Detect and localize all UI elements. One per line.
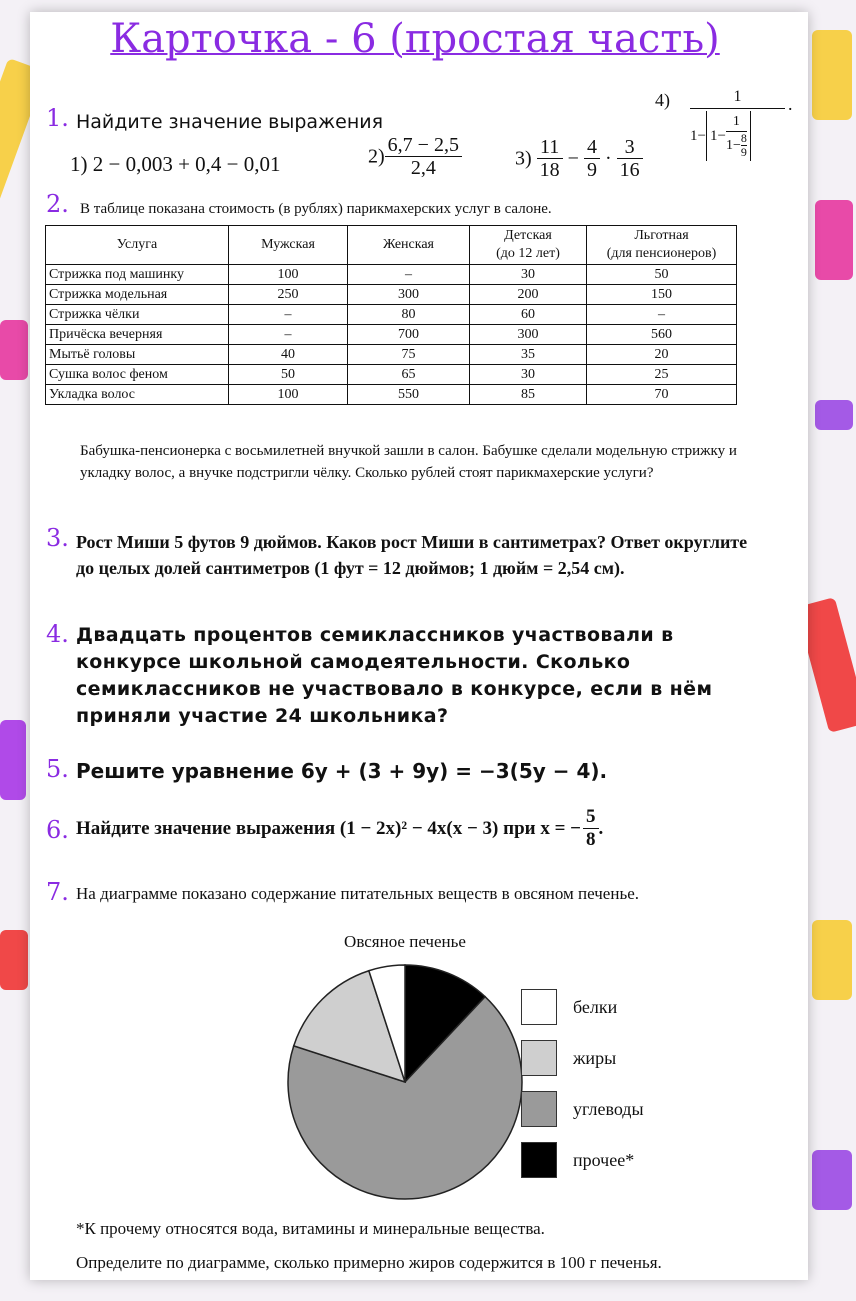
- table-cell: 85: [470, 385, 587, 405]
- inner-den-one: 1: [725, 137, 733, 153]
- table-row: [46, 305, 737, 325]
- task-7-number: 7.: [46, 878, 69, 906]
- table-cell: 550: [348, 385, 470, 405]
- innermost-numerator: 8: [740, 131, 747, 145]
- fraction-denominator: 18: [539, 159, 560, 181]
- legend-swatch: [521, 1091, 557, 1127]
- table-cell: –: [348, 265, 470, 285]
- table-cell: 200: [470, 285, 587, 305]
- header-discount: [587, 226, 737, 265]
- task-5-number: 5.: [46, 755, 69, 783]
- table-cell: Стрижка под машинку: [46, 265, 229, 285]
- legend-item-fats: [521, 1040, 616, 1076]
- table-cell: –: [587, 305, 737, 325]
- inner-denominator: [726, 132, 747, 159]
- legend-swatch: [521, 1040, 557, 1076]
- innermost-denominator: 9: [740, 145, 747, 159]
- fraction-numerator: 5: [583, 806, 599, 829]
- table-cell: 35: [470, 345, 587, 365]
- header-children: [470, 226, 587, 265]
- fraction-b: [584, 136, 600, 181]
- table-cell: –: [229, 325, 348, 345]
- fraction-numerator: 11: [537, 136, 563, 159]
- fraction-numerator: 3: [617, 136, 643, 159]
- task-6-fraction: [583, 806, 599, 851]
- table-cell: 20: [587, 345, 737, 365]
- table-cell: 300: [470, 325, 587, 345]
- fraction-a: [537, 136, 563, 181]
- task-1-expression-1: 1) 2 − 0,003 + 0,4 − 0,01: [70, 152, 281, 176]
- table-cell: 100: [229, 385, 348, 405]
- table-row: [46, 345, 737, 365]
- table-cell: 700: [348, 325, 470, 345]
- header-discount-sub: (для пенсионеров): [606, 246, 717, 261]
- inner-fraction: [726, 113, 747, 159]
- task-6-text: Найдите значение выражения (1 − 2x)² − 4x(x − 3) при x = −: [76, 817, 581, 839]
- table-cell: 50: [229, 365, 348, 385]
- den-one: 1: [690, 128, 698, 144]
- table-cell: 75: [348, 345, 470, 365]
- table-cell: –: [229, 305, 348, 325]
- legend-label: жиры: [573, 1047, 617, 1068]
- table-cell: 250: [229, 285, 348, 305]
- table-cell: 25: [587, 365, 737, 385]
- table-cell: 150: [587, 285, 737, 305]
- fraction-numerator: 4: [584, 136, 600, 159]
- fraction-numerator: 6,7 − 2,5: [385, 134, 462, 157]
- expression-2-fraction: [385, 134, 462, 179]
- legend-label: прочее*: [573, 1149, 635, 1170]
- innermost-fraction: [741, 132, 747, 159]
- table-header-row: [46, 226, 737, 265]
- chart-title: Овсяное печенье: [344, 932, 466, 951]
- table-cell: 40: [229, 345, 348, 365]
- table-cell: 80: [348, 305, 470, 325]
- task-2-question: Бабушка-пенсионерка с восьмилетней внучкой зашли в салон. Бабушке сделали модельную стрижку и укладку волос, а внучке подстригли чёлку. Сколько рублей стоят парикмахерские услуги?: [80, 443, 737, 481]
- fraction-denominator: 8: [586, 829, 596, 850]
- task-1-text: Найдите значение выражения: [76, 111, 384, 133]
- task-4-number: 4.: [46, 620, 69, 648]
- table-cell: 65: [348, 365, 470, 385]
- legend-item-carbs: [521, 1091, 644, 1127]
- task-7-footnote: *К прочему относятся вода, витамины и минеральные вещества.: [76, 1219, 545, 1238]
- header-discount-label: Льготная: [634, 228, 689, 243]
- task-1-expression-2: [368, 134, 462, 179]
- table-cell: 30: [470, 265, 587, 285]
- task-7-question: Определите по диаграмме, сколько примерно жиров содержится в 100 г печенья.: [76, 1253, 662, 1272]
- table-cell: Стрижка чёлки: [46, 305, 229, 325]
- header-male: Мужская: [229, 226, 348, 265]
- inner-one: 1: [709, 128, 718, 144]
- task-1-expression-4: [690, 86, 790, 161]
- pie-chart: [285, 962, 525, 1202]
- table-cell: 100: [229, 265, 348, 285]
- price-table: [45, 225, 737, 405]
- header-children-sub: (до 12 лет): [496, 246, 560, 261]
- task-5-text: Решите уравнение 6y + (3 + 9y) = −3(5y − 4).: [76, 759, 608, 783]
- table-cell: 50: [587, 265, 737, 285]
- legend-swatch: [521, 1142, 557, 1178]
- table-row: [46, 325, 737, 345]
- legend-swatch: [521, 989, 557, 1025]
- fraction-denominator: 9: [586, 159, 597, 181]
- header-service: Услуга: [46, 226, 229, 265]
- task-1-number: 1.: [46, 104, 69, 132]
- den-minus: −: [697, 128, 706, 144]
- inner-den-minus: −: [732, 137, 741, 153]
- abs-bars: [706, 111, 751, 161]
- fraction-denominator: 2,4: [410, 157, 436, 179]
- task-7-text: На диаграмме показано содержание питательных веществ в овсяном печенье.: [76, 884, 639, 903]
- table-cell: 560: [587, 325, 737, 345]
- table-cell: Стрижка модельная: [46, 285, 229, 305]
- page-title: Карточка - 6 (простая часть): [110, 16, 720, 62]
- task-1-expression-3: [515, 136, 643, 181]
- fraction-denominator: 16: [619, 159, 640, 181]
- expression-2-label: 2): [368, 145, 385, 168]
- task-2-number: 2.: [46, 190, 69, 218]
- expression-3-label: 3): [515, 147, 532, 170]
- header-children-label: Детская: [504, 228, 552, 243]
- legend-label: углеводы: [573, 1098, 644, 1119]
- expression-4-period: .: [788, 94, 793, 114]
- task-6-period: .: [598, 817, 604, 839]
- table-row: [46, 385, 737, 405]
- minus-sign: −: [567, 147, 579, 170]
- table-row: [46, 365, 737, 385]
- task-3-text: Рост Миши 5 футов 9 дюймов. Каков рост Миши в сантиметрах? Ответ округлите до целых долей сантиметров (1 фут = 12 дюймов; 1 дюйм = 2,54 см).: [76, 532, 748, 578]
- task-6-expression: [76, 806, 603, 851]
- header-female: Женская: [348, 226, 470, 265]
- expression-4-label: 4): [655, 90, 670, 110]
- expression-4-denominator: [690, 111, 790, 161]
- task-2-text: В таблице показана стоимость (в рублях) парикмахерских услуг в салоне.: [80, 201, 552, 217]
- task-3-number: 3.: [46, 524, 69, 552]
- table-row: [46, 285, 737, 305]
- table-cell: Сушка волос феном: [46, 365, 229, 385]
- task-6-number: 6.: [46, 816, 69, 844]
- multiply-sign: ·: [604, 147, 612, 170]
- table-cell: Причёска вечерняя: [46, 325, 229, 345]
- table-cell: 300: [348, 285, 470, 305]
- table-cell: Мытьё головы: [46, 345, 229, 365]
- legend-label: белки: [573, 996, 618, 1017]
- task-4-text: Двадцать процентов семиклассников участвовали в конкурсе школьной самодеятельности. Сколько семиклассников не участвовало в конкурсе, если в нём приняли участие 24 школьника?: [76, 624, 713, 727]
- table-row: [46, 265, 737, 285]
- expression-4-numerator: 1: [690, 86, 785, 109]
- table-cell: 30: [470, 365, 587, 385]
- table-cell: 60: [470, 305, 587, 325]
- inner-numerator: 1: [726, 113, 747, 132]
- fraction-c: [617, 136, 643, 181]
- legend-item-other: [521, 1142, 634, 1178]
- legend-item-proteins: [521, 989, 617, 1025]
- table-cell: 70: [587, 385, 737, 405]
- inner-minus: −: [717, 128, 726, 144]
- table-cell: Укладка волос: [46, 385, 229, 405]
